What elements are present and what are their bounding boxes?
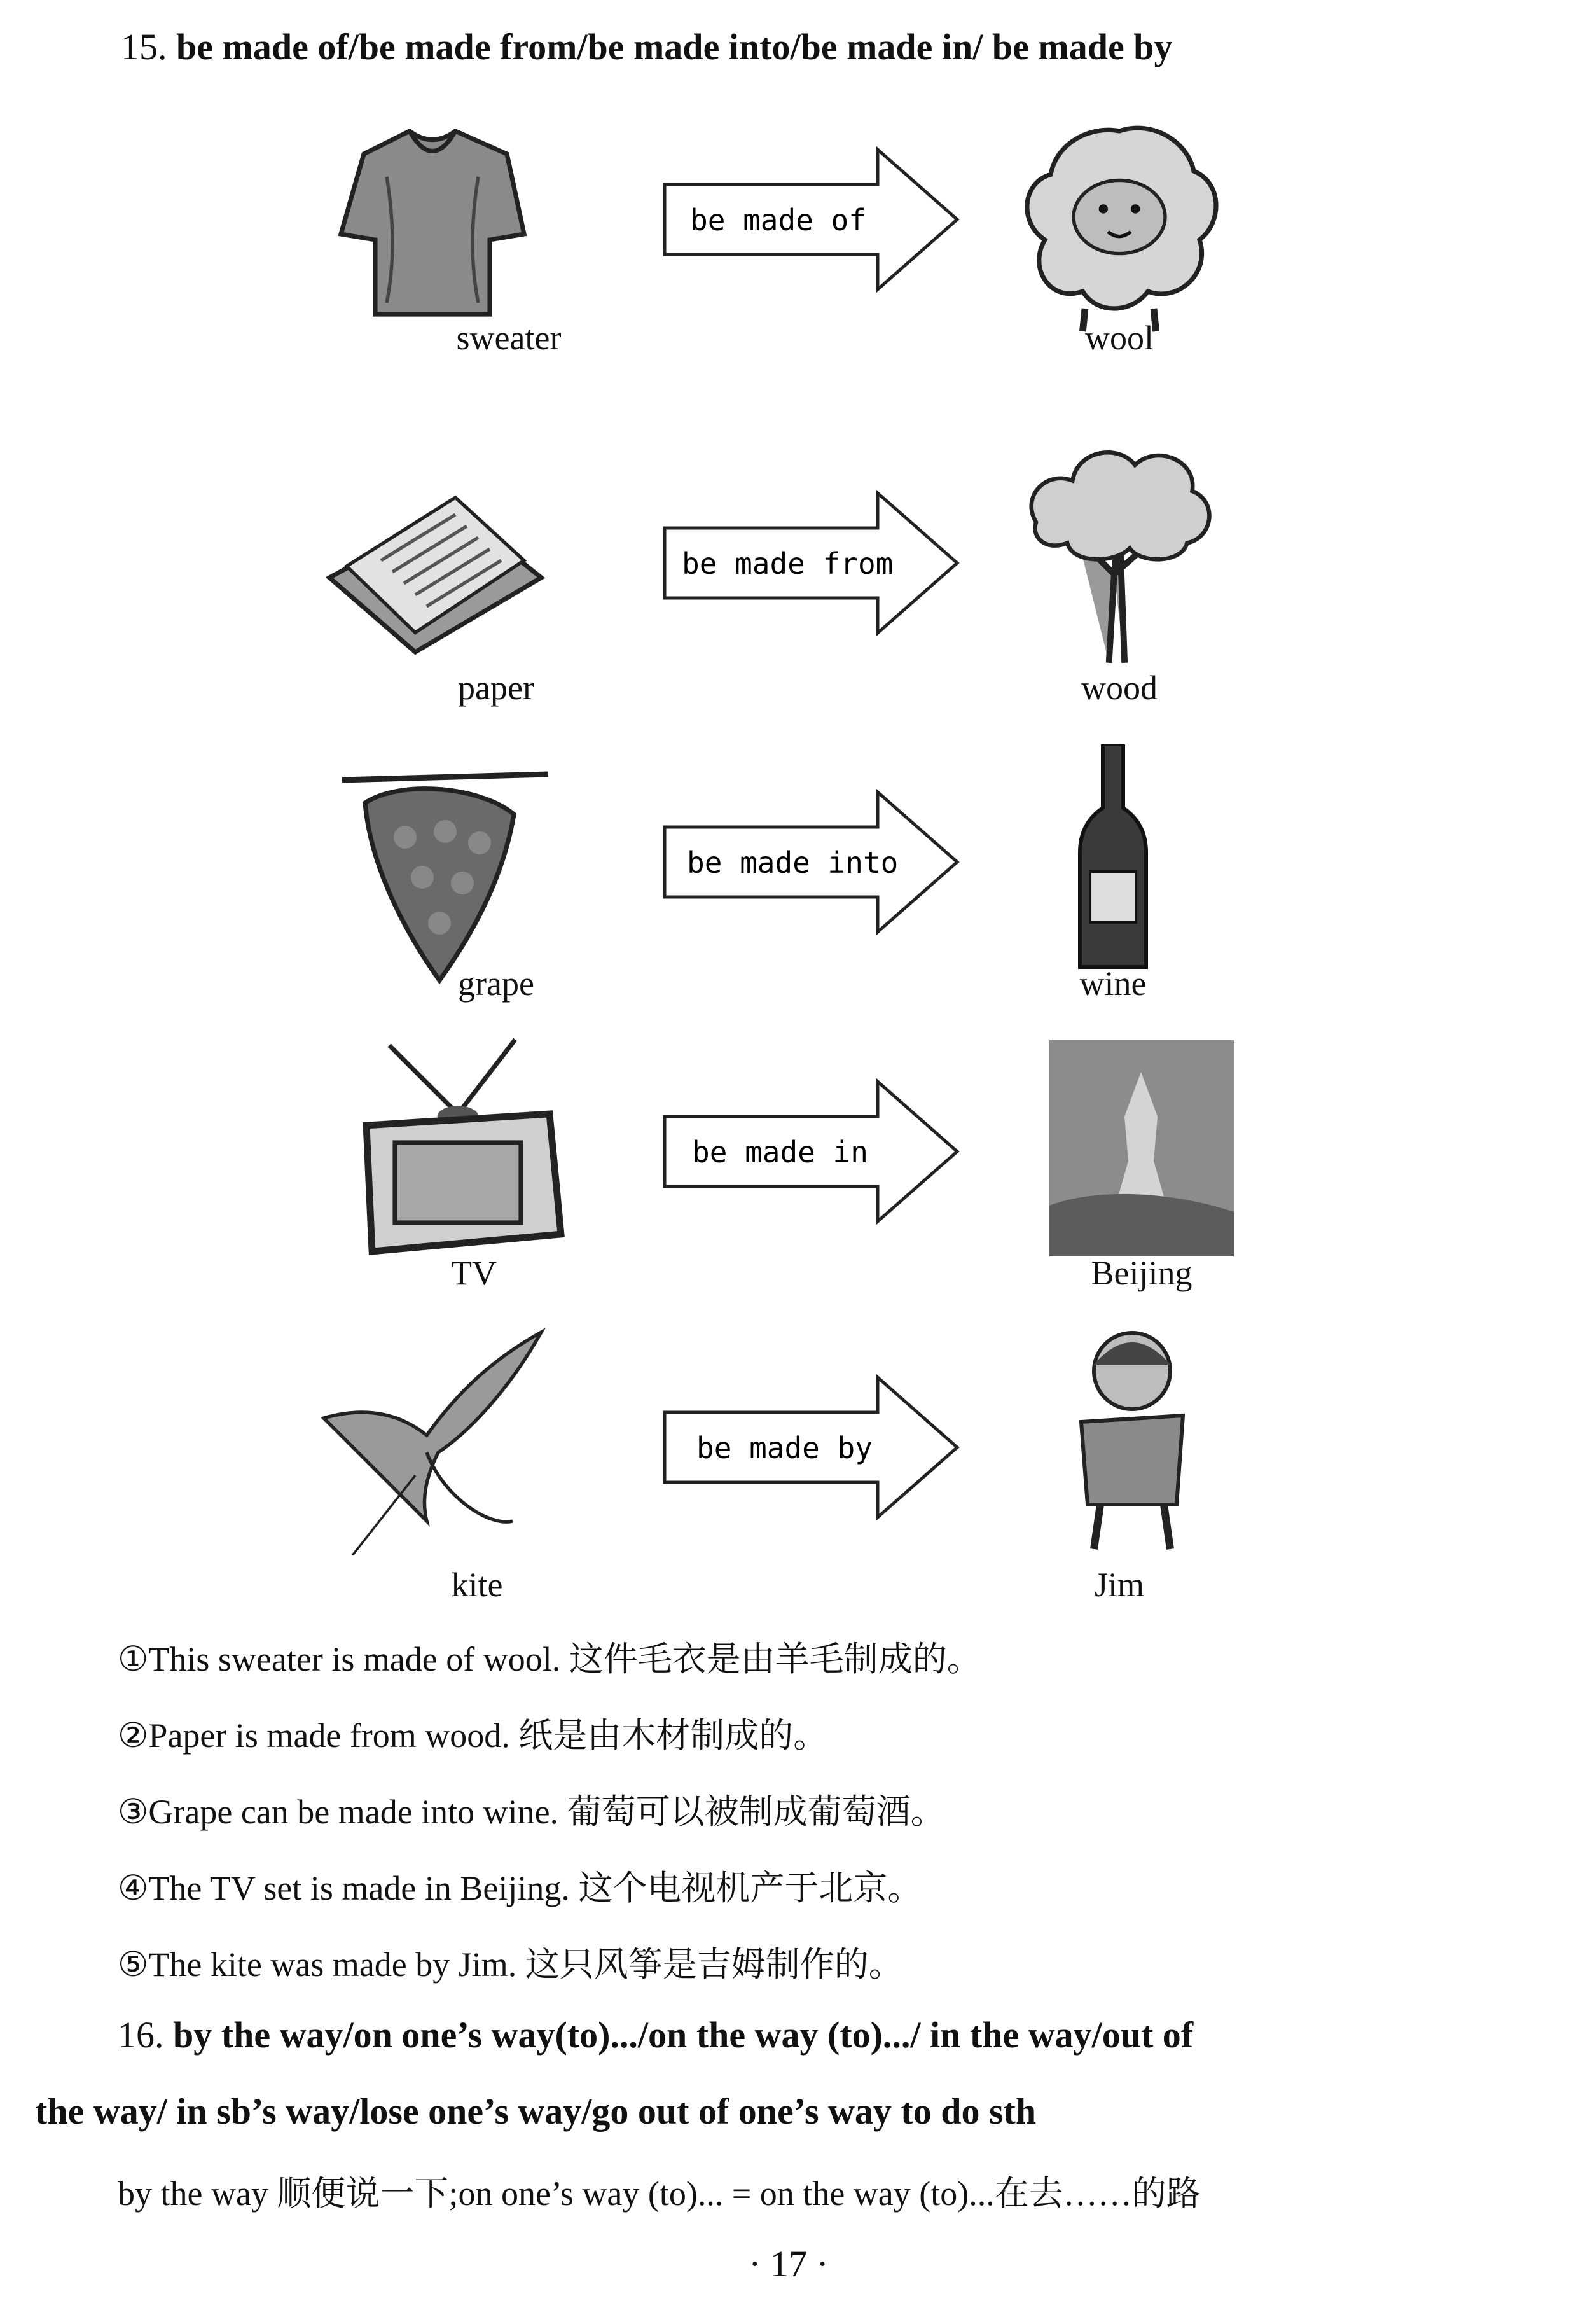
section-number: 15. xyxy=(121,26,167,67)
boy-icon xyxy=(1056,1326,1208,1555)
section-16-heading xyxy=(118,2014,1193,2056)
tv-icon xyxy=(343,1034,572,1263)
arrow-icon xyxy=(661,146,960,293)
arrow-label: be made of xyxy=(690,203,866,237)
example-sentence: ④The TV set is made in Beijing. 这个电视机产于北京。 xyxy=(118,1869,922,1907)
arrow-label: be made into xyxy=(687,845,899,880)
example-sentence: ②Paper is made from wood. 纸是由木材制成的。 xyxy=(118,1716,828,1755)
section-title: be made of/be made from/be made into/be made in/ be made by xyxy=(176,26,1173,67)
diagram-row xyxy=(0,95,1590,375)
arrow-label: be made by xyxy=(696,1431,873,1465)
example-sentence: ①This sweater is made of wool. 这件毛衣是由羊毛制成的。 xyxy=(118,1640,981,1678)
example-sentence: ⑤The kite was made by Jim. 这只风筝是吉姆制作的。 xyxy=(118,1945,903,1984)
left-caption: kite xyxy=(451,1566,503,1604)
diagram-row xyxy=(0,744,1590,1012)
arrow-icon xyxy=(661,789,960,935)
section-15-heading xyxy=(121,25,1172,68)
diagram-row xyxy=(0,1326,1590,1619)
arrow-icon xyxy=(661,1374,960,1520)
arrow-icon xyxy=(661,490,960,636)
diagram-row xyxy=(0,1034,1590,1301)
right-caption: Jim xyxy=(1094,1566,1145,1604)
example-sentence: ③Grape can be made into wine. 葡萄可以被制成葡萄酒。 xyxy=(118,1793,945,1831)
section-title: the way/ in sb’s way/lose one’s way/go out of one’s way to do sth xyxy=(35,2091,1037,2132)
section-16-body: by the way 顺便说一下;on one’s way (to)... = on the way (to)...在去……的路 xyxy=(118,2174,1201,2213)
section-title: by the way/on one’s way(to).../on the way (to).../ in the way/out of xyxy=(173,2014,1194,2056)
sweater-icon xyxy=(318,108,547,337)
section-number: 16. xyxy=(118,2014,164,2056)
pagoda-photo-icon xyxy=(1049,1040,1234,1256)
grape-icon xyxy=(331,757,560,986)
right-caption: Beijing xyxy=(1091,1254,1192,1292)
section-16-heading-continued xyxy=(35,2090,1036,2133)
kite-icon xyxy=(318,1326,547,1555)
tree-icon xyxy=(1005,439,1234,668)
right-caption: wool xyxy=(1085,319,1154,357)
left-caption: grape xyxy=(458,964,534,1003)
left-caption: paper xyxy=(458,669,534,707)
right-caption: wine xyxy=(1079,964,1147,1003)
left-caption: sweater xyxy=(456,319,562,357)
sheep-icon xyxy=(1005,108,1234,337)
diagram-row xyxy=(0,439,1590,719)
arrow-label: be made in xyxy=(692,1135,868,1169)
paper-icon xyxy=(318,452,547,681)
right-caption: wood xyxy=(1081,669,1158,707)
page-number: · 17 · xyxy=(749,2243,829,2285)
wine-bottle-icon xyxy=(1075,744,1151,973)
arrow-icon xyxy=(661,1078,960,1225)
arrow-label: be made from xyxy=(682,546,894,581)
left-caption: TV xyxy=(451,1254,497,1292)
